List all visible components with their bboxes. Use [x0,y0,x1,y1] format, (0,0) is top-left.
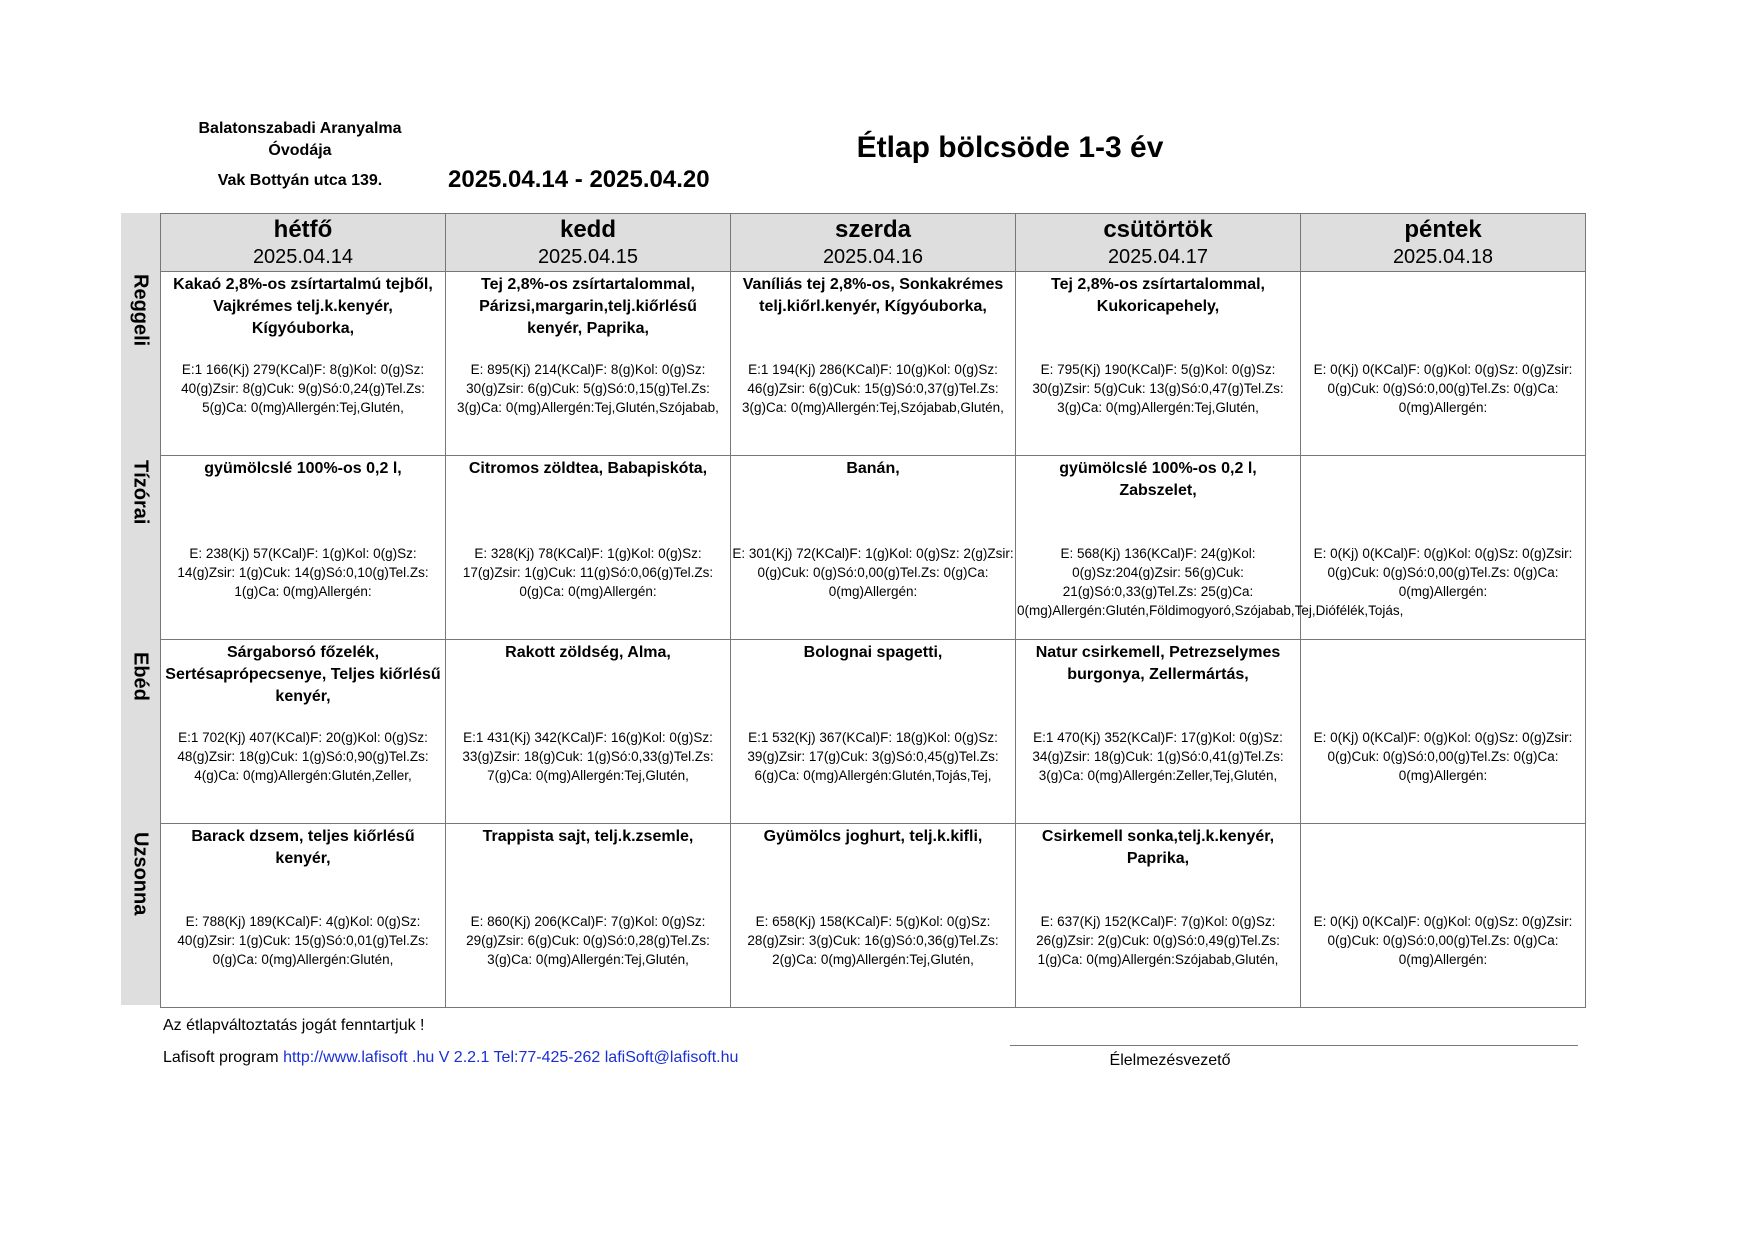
nutrition-text: E:1 431(Kj) 342(KCal)F: 16(g)Kol: 0(g)Sz: 33(g)Zsir: 18(g)Cuk: 1(g)Só:0,33(g)Tel.Zs: 7(g)Ca: 0(mg)Allergén:Tej,Glutén, [462,730,714,783]
dish-text: Trappista sajt, telj.k.zsemle, [482,828,694,845]
nutrition-text: E: 658(Kj) 158(KCal)F: 5(g)Kol: 0(g)Sz: 28(g)Zsir: 3(g)Cuk: 16(g)Só:0,36(g)Tel.Zs: 2(g)Ca: 0(mg)Allergén:Tej,Glutén, [747,914,999,967]
institution-name: Balatonszabadi Aranyalma Óvodája [198,120,402,159]
dish-text: Gyümölcs joghurt, telj.k.kifli, [763,828,983,845]
menu-change-note: Az étlapváltoztatás jogát fenntartjuk ! [163,1017,425,1034]
dish-text: Natur csirkemell, Petrezselymes burgonya, Zellermártás, [1035,644,1281,683]
menu-cell [731,640,1016,824]
menu-cell [1016,640,1301,824]
nutrition-text: E: 301(Kj) 72(KCal)F: 1(g)Kol: 0(g)Sz: 2(g)Zsir: 0(g)Cuk: 0(g)Só:0,00(g)Tel.Zs: 0(g)Ca: 0(mg)Allergén: [732,546,1014,599]
day-header-monday: hétfő 2025.04.14 [161,214,446,272]
dish-text: Barack dzsem, teljes kiőrlésű kenyér, [191,828,415,867]
day-header-row [161,214,1586,272]
meal-label-breakfast: Reggeli [129,274,152,347]
dish-text: gyümölcslé 100%-os 0,2 l, Zabszelet, [1059,460,1257,499]
menu-cell [161,272,446,456]
dish-text: Kakaó 2,8%-os zsírtartalmú tejből, Vajkrémes telj.k.kenyér, Kígyóuborka, [173,276,433,337]
meal-row-snack [161,456,1586,640]
menu-cell [731,824,1016,1008]
dish-text [1301,272,1585,274]
page-title: Étlap bölcsöde 1-3 év [856,131,1164,164]
dish-text [1301,640,1585,642]
nutrition-text: E:1 166(Kj) 279(KCal)F: 8(g)Kol: 0(g)Sz: 40(g)Zsir: 8(g)Cuk: 9(g)Só:0,24(g)Tel.Zs: 5(g)Ca: 0(mg)Allergén:Tej,Glutén, [181,362,425,415]
signature-line [1010,1045,1578,1046]
menu-cell [161,824,446,1008]
day-header-friday: péntek 2025.04.18 [1301,214,1586,272]
menu-cell [161,456,446,640]
menu-cell [1301,272,1586,456]
dish-text: Sárgaborsó főzelék, Sertésaprópecsenye, Teljes kiőrlésű kenyér, [165,644,441,705]
nutrition-text: E: 637(Kj) 152(KCal)F: 7(g)Kol: 0(g)Sz: 26(g)Zsir: 2(g)Cuk: 0(g)Só:0,49(g)Tel.Zs: 1(g)Ca: 0(mg)Allergén:Szójabab,Glutén, [1036,914,1280,967]
dish-text: Vaníliás tej 2,8%-os, Sonkakrémes telj.kiőrl.kenyér, Kígyóuborka, [742,276,1004,315]
meal-row-lunch [161,640,1586,824]
dish-text: Bolognai spagetti, [803,644,943,661]
software-credit-label: Lafisoft program [163,1049,284,1066]
meal-label-snack: Tízórai [129,460,152,525]
institution-address: Vak Bottyán utca 139. [217,172,383,189]
dish-text: Rakott zöldség, Alma, [505,644,671,661]
nutrition-text: E: 568(Kj) 136(KCal)F: 24(g)Kol: 0(g)Sz:204(g)Zsir: 56(g)Cuk: 21(g)Só:0,33(g)Tel.Zs: 25(g)Ca: 0(mg)Allergén:Glutén,Földimogyoró,Szójabab,Tej,Diófélék,Tojás, [1017,546,1404,618]
menu-cell [446,640,731,824]
nutrition-text: E: 0(Kj) 0(KCal)F: 0(g)Kol: 0(g)Sz: 0(g)Zsir: 0(g)Cuk: 0(g)Só:0,00(g)Tel.Zs: 0(g)Ca: 0(mg)Allergén: [1313,914,1573,967]
meal-row-afternoon-snack [161,824,1586,1008]
software-credit [163,1049,738,1067]
signature-label: Élelmezésvezető [1109,1052,1231,1069]
menu-cell [1016,456,1404,640]
meal-label-afternoon-snack: Uzsonna [129,832,152,916]
meal-row-breakfast [161,272,1586,456]
day-header-thursday: csütörtök 2025.04.17 [1016,214,1301,272]
nutrition-text: E:1 470(Kj) 352(KCal)F: 17(g)Kol: 0(g)Sz: 34(g)Zsir: 18(g)Cuk: 1(g)Só:0,41(g)Tel.Zs: 3(g)Ca: 0(mg)Allergén:Zeller,Tej,Glutén, [1032,730,1284,783]
menu-cell [731,272,1016,456]
meal-label-lunch: Ebéd [129,652,152,701]
nutrition-text: E: 0(Kj) 0(KCal)F: 0(g)Kol: 0(g)Sz: 0(g)Zsir: 0(g)Cuk: 0(g)Só:0,00(g)Tel.Zs: 0(g)Ca: 0(mg)Allergén: [1313,730,1573,783]
dish-text: Tej 2,8%-os zsírtartalommal, Kukoricapehely, [1051,276,1265,315]
dish-text [1301,456,1585,458]
menu-table [160,213,1586,1008]
nutrition-text: E:1 194(Kj) 286(KCal)F: 10(g)Kol: 0(g)Sz: 46(g)Zsir: 6(g)Cuk: 15(g)Só:0,37(g)Tel.Zs: 3(g)Ca: 0(mg)Allergén:Tej,Szójabab,Glutén, [742,362,1004,415]
menu-cell [446,456,731,640]
nutrition-text: E: 328(Kj) 78(KCal)F: 1(g)Kol: 0(g)Sz: 17(g)Zsir: 1(g)Cuk: 11(g)Só:0,06(g)Tel.Zs: 0(g)Ca: 0(mg)Allergén: [462,546,714,599]
nutrition-text: E: 788(Kj) 189(KCal)F: 4(g)Kol: 0(g)Sz: 40(g)Zsir: 1(g)Cuk: 15(g)Só:0,01(g)Tel.Zs: 0(g)Ca: 0(mg)Allergén:Glutén, [177,914,429,967]
menu-cell [1016,272,1301,456]
dish-text: Banán, [846,460,900,477]
menu-cell [1016,824,1301,1008]
nutrition-text: E: 795(Kj) 190(KCal)F: 5(g)Kol: 0(g)Sz: 30(g)Zsir: 5(g)Cuk: 13(g)Só:0,47(g)Tel.Zs: 3(g)Ca: 0(mg)Allergén:Tej,Glutén, [1032,362,1284,415]
menu-cell [731,456,1016,640]
nutrition-text: E: 895(Kj) 214(KCal)F: 8(g)Kol: 0(g)Sz: 30(g)Zsir: 6(g)Cuk: 5(g)Só:0,15(g)Tel.Zs: 3(g)Ca: 0(mg)Allergén:Tej,Glutén,Szójabab, [457,362,719,415]
nutrition-text: E:1 702(Kj) 407(KCal)F: 20(g)Kol: 0(g)Sz: 48(g)Zsir: 18(g)Cuk: 1(g)Só:0,90(g)Tel.Zs: 4(g)Ca: 0(mg)Allergén:Glutén,Zeller, [177,730,429,783]
dish-text: Tej 2,8%-os zsírtartalommal, Párizsi,margarin,telj.kiőrlésű kenyér, Paprika, [479,276,697,337]
day-header-wednesday: szerda 2025.04.16 [731,214,1016,272]
nutrition-text: E: 0(Kj) 0(KCal)F: 0(g)Kol: 0(g)Sz: 0(g)Zsir: 0(g)Cuk: 0(g)Só:0,00(g)Tel.Zs: 0(g)Ca: 0(mg)Allergén: [1313,546,1573,599]
menu-cell [1301,456,1586,640]
software-credit-link[interactable]: http://www.lafisoft .hu V 2.2.1 Tel:77-425-262 lafiSoft@lafisoft.hu [283,1049,739,1066]
menu-cell [446,824,731,1008]
menu-cell [446,272,731,456]
nutrition-text: E:1 532(Kj) 367(KCal)F: 18(g)Kol: 0(g)Sz: 39(g)Zsir: 17(g)Cuk: 3(g)Só:0,45(g)Tel.Zs: 6(g)Ca: 0(mg)Allergén:Glutén,Tojás,Tej, [747,730,999,783]
dish-text: Csirkemell sonka,telj.k.kenyér, Paprika, [1041,828,1275,867]
nutrition-text: E: 0(Kj) 0(KCal)F: 0(g)Kol: 0(g)Sz: 0(g)Zsir: 0(g)Cuk: 0(g)Só:0,00(g)Tel.Zs: 0(g)Ca: 0(mg)Allergén: [1313,362,1573,415]
nutrition-text: E: 238(Kj) 57(KCal)F: 1(g)Kol: 0(g)Sz: 14(g)Zsir: 1(g)Cuk: 14(g)Só:0,10(g)Tel.Zs: 1(g)Ca: 0(mg)Allergén: [177,546,429,599]
week-date-range: 2025.04.14 - 2025.04.20 [448,166,710,193]
dish-text: Citromos zöldtea, Babapiskóta, [468,460,708,477]
menu-cell [161,640,446,824]
menu-cell [1301,640,1586,824]
dish-text [1301,824,1585,826]
day-header-tuesday: kedd 2025.04.15 [446,214,731,272]
dish-text: gyümölcslé 100%-os 0,2 l, [204,460,402,477]
nutrition-text: E: 860(Kj) 206(KCal)F: 7(g)Kol: 0(g)Sz: 29(g)Zsir: 6(g)Cuk: 0(g)Só:0,28(g)Tel.Zs: 3(g)Ca: 0(mg)Allergén:Tej,Glutén, [466,914,710,967]
menu-cell [1301,824,1586,1008]
